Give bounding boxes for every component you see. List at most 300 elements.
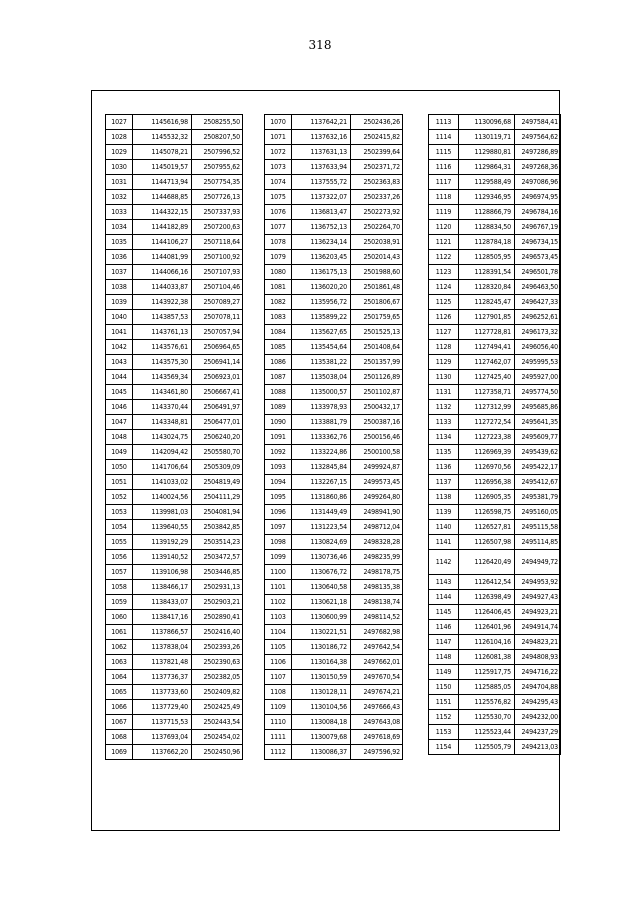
x-coordinate-cell: 1144106,27 — [133, 235, 192, 250]
x-coordinate-cell: 1136175,13 — [292, 265, 351, 280]
x-coordinate-cell: 1127272,54 — [459, 415, 515, 430]
point-number-cell: 1033 — [106, 205, 133, 220]
point-number-cell: 1136 — [429, 460, 459, 475]
y-coordinate-cell: 2504081,94 — [192, 505, 243, 520]
x-coordinate-cell: 1130600,99 — [292, 610, 351, 625]
y-coordinate-cell: 2505309,09 — [192, 460, 243, 475]
x-coordinate-cell: 1126081,38 — [459, 650, 515, 665]
table-row — [265, 625, 403, 640]
table-row — [265, 655, 403, 670]
table-row — [265, 415, 403, 430]
x-coordinate-cell: 1143348,81 — [133, 415, 192, 430]
x-coordinate-cell: 1139192,29 — [133, 535, 192, 550]
y-coordinate-cell: 2500100,58 — [351, 445, 403, 460]
y-coordinate-cell: 2507996,52 — [192, 145, 243, 160]
table-row — [265, 295, 403, 310]
x-coordinate-cell: 1135454,64 — [292, 340, 351, 355]
x-coordinate-cell: 1137729,40 — [133, 700, 192, 715]
x-coordinate-cell: 1129864,31 — [459, 160, 515, 175]
table-row — [429, 190, 561, 205]
table-row — [265, 205, 403, 220]
table-row — [429, 445, 561, 460]
point-number-cell: 1061 — [106, 625, 133, 640]
y-coordinate-cell: 2495927,00 — [515, 370, 561, 385]
table-row — [429, 590, 561, 605]
x-coordinate-cell: 1126956,38 — [459, 475, 515, 490]
point-number-cell: 1066 — [106, 700, 133, 715]
point-number-cell: 1045 — [106, 385, 133, 400]
point-number-cell: 1107 — [265, 670, 292, 685]
y-coordinate-cell: 2497618,69 — [351, 730, 403, 745]
x-coordinate-cell: 1126527,81 — [459, 520, 515, 535]
y-coordinate-cell: 2502363,83 — [351, 175, 403, 190]
table-row — [429, 725, 561, 740]
table-row — [429, 665, 561, 680]
y-coordinate-cell: 2494704,88 — [515, 680, 561, 695]
y-coordinate-cell: 2508255,50 — [192, 115, 243, 130]
point-number-cell: 1088 — [265, 385, 292, 400]
x-coordinate-cell: 1144713,94 — [133, 175, 192, 190]
y-coordinate-cell: 2497674,21 — [351, 685, 403, 700]
x-coordinate-cell: 1139981,03 — [133, 505, 192, 520]
table-row — [106, 610, 243, 625]
x-coordinate-cell: 1130736,46 — [292, 550, 351, 565]
y-coordinate-cell: 2507337,93 — [192, 205, 243, 220]
x-coordinate-cell: 1128866,79 — [459, 205, 515, 220]
y-coordinate-cell: 2506964,65 — [192, 340, 243, 355]
point-number-cell: 1129 — [429, 355, 459, 370]
point-number-cell: 1123 — [429, 265, 459, 280]
x-coordinate-cell: 1137662,20 — [133, 745, 192, 760]
y-coordinate-cell: 2501988,60 — [351, 265, 403, 280]
x-coordinate-cell: 1143461,80 — [133, 385, 192, 400]
point-number-cell: 1060 — [106, 610, 133, 625]
y-coordinate-cell: 2496463,50 — [515, 280, 561, 295]
table-row — [106, 310, 243, 325]
y-coordinate-cell: 2502273,92 — [351, 205, 403, 220]
point-number-cell: 1051 — [106, 475, 133, 490]
table-row — [106, 355, 243, 370]
point-number-cell: 1149 — [429, 665, 459, 680]
point-number-cell: 1065 — [106, 685, 133, 700]
table-row — [429, 145, 561, 160]
point-number-cell: 1096 — [265, 505, 292, 520]
point-number-cell: 1108 — [265, 685, 292, 700]
table-row — [429, 620, 561, 635]
y-coordinate-cell: 2502454,02 — [192, 730, 243, 745]
y-coordinate-cell: 2502443,54 — [192, 715, 243, 730]
x-coordinate-cell: 1144182,89 — [133, 220, 192, 235]
x-coordinate-cell: 1136234,14 — [292, 235, 351, 250]
table-row — [265, 160, 403, 175]
point-number-cell: 1050 — [106, 460, 133, 475]
table-row — [429, 505, 561, 520]
x-coordinate-cell: 1130119,71 — [459, 130, 515, 145]
table-row — [265, 535, 403, 550]
point-number-cell: 1142 — [429, 550, 459, 575]
table-row — [106, 115, 243, 130]
point-number-cell: 1077 — [265, 220, 292, 235]
table-row — [106, 175, 243, 190]
table-row — [429, 115, 561, 130]
x-coordinate-cell: 1131223,54 — [292, 520, 351, 535]
table-row — [429, 550, 561, 575]
x-coordinate-cell: 1139106,98 — [133, 565, 192, 580]
y-coordinate-cell: 2498712,04 — [351, 520, 403, 535]
table-row — [106, 490, 243, 505]
x-coordinate-cell: 1137633,94 — [292, 160, 351, 175]
table-row — [106, 325, 243, 340]
x-coordinate-cell: 1132845,84 — [292, 460, 351, 475]
y-coordinate-cell: 2500432,17 — [351, 400, 403, 415]
x-coordinate-cell: 1135899,22 — [292, 310, 351, 325]
table-row — [106, 220, 243, 235]
point-number-cell: 1072 — [265, 145, 292, 160]
x-coordinate-cell: 1130096,68 — [459, 115, 515, 130]
point-number-cell: 1058 — [106, 580, 133, 595]
y-coordinate-cell: 2494213,03 — [515, 740, 561, 755]
x-coordinate-cell: 1137736,37 — [133, 670, 192, 685]
y-coordinate-cell: 2496573,45 — [515, 250, 561, 265]
y-coordinate-cell: 2495381,79 — [515, 490, 561, 505]
point-number-cell: 1028 — [106, 130, 133, 145]
y-coordinate-cell: 2502371,72 — [351, 160, 403, 175]
y-coordinate-cell: 2503472,57 — [192, 550, 243, 565]
table-row — [106, 520, 243, 535]
x-coordinate-cell: 1128320,84 — [459, 280, 515, 295]
point-number-cell: 1119 — [429, 205, 459, 220]
point-number-cell: 1036 — [106, 250, 133, 265]
point-number-cell: 1105 — [265, 640, 292, 655]
x-coordinate-cell: 1130086,37 — [292, 745, 351, 760]
x-coordinate-cell: 1130084,18 — [292, 715, 351, 730]
y-coordinate-cell: 2502931,13 — [192, 580, 243, 595]
page-number: 318 — [308, 38, 332, 52]
point-number-cell: 1069 — [106, 745, 133, 760]
x-coordinate-cell: 1137555,72 — [292, 175, 351, 190]
x-coordinate-cell: 1127494,41 — [459, 340, 515, 355]
table-row — [429, 235, 561, 250]
x-coordinate-cell: 1145078,21 — [133, 145, 192, 160]
y-coordinate-cell: 2499924,87 — [351, 460, 403, 475]
table-row — [429, 250, 561, 265]
table-row — [265, 190, 403, 205]
y-coordinate-cell: 2497670,54 — [351, 670, 403, 685]
y-coordinate-cell: 2497662,01 — [351, 655, 403, 670]
y-coordinate-cell: 2506477,01 — [192, 415, 243, 430]
x-coordinate-cell: 1139140,52 — [133, 550, 192, 565]
table-row — [106, 190, 243, 205]
table-row — [429, 340, 561, 355]
x-coordinate-cell: 1137866,57 — [133, 625, 192, 640]
point-number-cell: 1071 — [265, 130, 292, 145]
table-row — [429, 160, 561, 175]
x-coordinate-cell: 1138466,17 — [133, 580, 192, 595]
table-row — [429, 370, 561, 385]
y-coordinate-cell: 2501126,89 — [351, 370, 403, 385]
table-row — [429, 310, 561, 325]
table-row — [106, 625, 243, 640]
table-row — [265, 130, 403, 145]
point-number-cell: 1046 — [106, 400, 133, 415]
x-coordinate-cell: 1130079,68 — [292, 730, 351, 745]
y-coordinate-cell: 2507107,93 — [192, 265, 243, 280]
table-row — [106, 640, 243, 655]
table-row — [429, 680, 561, 695]
point-number-cell: 1055 — [106, 535, 133, 550]
table-row — [106, 565, 243, 580]
table-row — [429, 575, 561, 590]
x-coordinate-cell: 1137322,07 — [292, 190, 351, 205]
table-row — [106, 685, 243, 700]
point-number-cell: 1118 — [429, 190, 459, 205]
x-coordinate-cell: 1144066,16 — [133, 265, 192, 280]
table-row — [265, 265, 403, 280]
y-coordinate-cell: 2498235,99 — [351, 550, 403, 565]
x-coordinate-cell: 1138417,16 — [133, 610, 192, 625]
table-row — [265, 145, 403, 160]
table-row — [265, 565, 403, 580]
table-row — [106, 280, 243, 295]
table-row — [106, 715, 243, 730]
point-number-cell: 1098 — [265, 535, 292, 550]
x-coordinate-cell: 1130186,72 — [292, 640, 351, 655]
point-number-cell: 1091 — [265, 430, 292, 445]
x-coordinate-cell: 1126507,98 — [459, 535, 515, 550]
x-coordinate-cell: 1129588,49 — [459, 175, 515, 190]
point-number-cell: 1153 — [429, 725, 459, 740]
table-row — [429, 220, 561, 235]
x-coordinate-cell: 1137693,04 — [133, 730, 192, 745]
point-number-cell: 1137 — [429, 475, 459, 490]
point-number-cell: 1031 — [106, 175, 133, 190]
table-row — [265, 175, 403, 190]
point-number-cell: 1030 — [106, 160, 133, 175]
x-coordinate-cell: 1130221,51 — [292, 625, 351, 640]
x-coordinate-cell: 1126420,49 — [459, 550, 515, 575]
x-coordinate-cell: 1137642,21 — [292, 115, 351, 130]
point-number-cell: 1147 — [429, 635, 459, 650]
x-coordinate-cell: 1130621,18 — [292, 595, 351, 610]
x-coordinate-cell: 1128784,18 — [459, 235, 515, 250]
y-coordinate-cell: 2506667,41 — [192, 385, 243, 400]
point-number-cell: 1073 — [265, 160, 292, 175]
y-coordinate-cell: 2500156,46 — [351, 430, 403, 445]
table-row — [265, 490, 403, 505]
y-coordinate-cell: 2501861,48 — [351, 280, 403, 295]
table-row — [265, 310, 403, 325]
point-number-cell: 1027 — [106, 115, 133, 130]
point-number-cell: 1095 — [265, 490, 292, 505]
y-coordinate-cell: 2495774,50 — [515, 385, 561, 400]
point-number-cell: 1029 — [106, 145, 133, 160]
point-number-cell: 1090 — [265, 415, 292, 430]
point-number-cell: 1097 — [265, 520, 292, 535]
point-number-cell: 1140 — [429, 520, 459, 535]
point-number-cell: 1040 — [106, 310, 133, 325]
table-row — [106, 430, 243, 445]
table-row — [106, 655, 243, 670]
y-coordinate-cell: 2498138,74 — [351, 595, 403, 610]
y-coordinate-cell: 2501806,67 — [351, 295, 403, 310]
x-coordinate-cell: 1128245,47 — [459, 295, 515, 310]
y-coordinate-cell: 2507057,94 — [192, 325, 243, 340]
table-row — [106, 475, 243, 490]
y-coordinate-cell: 2506941,14 — [192, 355, 243, 370]
point-number-cell: 1133 — [429, 415, 459, 430]
point-number-cell: 1109 — [265, 700, 292, 715]
y-coordinate-cell: 2501408,64 — [351, 340, 403, 355]
x-coordinate-cell: 1137733,60 — [133, 685, 192, 700]
coordinates-table-1 — [105, 114, 243, 760]
y-coordinate-cell: 2495609,77 — [515, 430, 561, 445]
x-coordinate-cell: 1136020,20 — [292, 280, 351, 295]
point-number-cell: 1114 — [429, 130, 459, 145]
point-number-cell: 1089 — [265, 400, 292, 415]
x-coordinate-cell: 1127728,81 — [459, 325, 515, 340]
x-coordinate-cell: 1135038,04 — [292, 370, 351, 385]
point-number-cell: 1139 — [429, 505, 459, 520]
table-row — [429, 460, 561, 475]
x-coordinate-cell: 1126905,35 — [459, 490, 515, 505]
y-coordinate-cell: 2508207,50 — [192, 130, 243, 145]
point-number-cell: 1152 — [429, 710, 459, 725]
y-coordinate-cell: 2507089,27 — [192, 295, 243, 310]
point-number-cell: 1132 — [429, 400, 459, 415]
x-coordinate-cell: 1143922,38 — [133, 295, 192, 310]
y-coordinate-cell: 2507955,62 — [192, 160, 243, 175]
table-row — [429, 650, 561, 665]
y-coordinate-cell: 2507078,11 — [192, 310, 243, 325]
y-coordinate-cell: 2495995,53 — [515, 355, 561, 370]
x-coordinate-cell: 1127462,07 — [459, 355, 515, 370]
x-coordinate-cell: 1125530,70 — [459, 710, 515, 725]
point-number-cell: 1044 — [106, 370, 133, 385]
y-coordinate-cell: 2494927,43 — [515, 590, 561, 605]
x-coordinate-cell: 1143857,53 — [133, 310, 192, 325]
point-number-cell: 1130 — [429, 370, 459, 385]
point-number-cell: 1048 — [106, 430, 133, 445]
y-coordinate-cell: 2497643,08 — [351, 715, 403, 730]
x-coordinate-cell: 1130164,38 — [292, 655, 351, 670]
table-row — [429, 695, 561, 710]
table-row — [106, 700, 243, 715]
x-coordinate-cell: 1131860,86 — [292, 490, 351, 505]
x-coordinate-cell: 1126401,96 — [459, 620, 515, 635]
point-number-cell: 1080 — [265, 265, 292, 280]
x-coordinate-cell: 1133978,93 — [292, 400, 351, 415]
x-coordinate-cell: 1143569,34 — [133, 370, 192, 385]
table-row — [265, 355, 403, 370]
x-coordinate-cell: 1129346,95 — [459, 190, 515, 205]
x-coordinate-cell: 1142094,42 — [133, 445, 192, 460]
y-coordinate-cell: 2498941,90 — [351, 505, 403, 520]
table-row — [429, 430, 561, 445]
x-coordinate-cell: 1127223,38 — [459, 430, 515, 445]
table-row — [106, 415, 243, 430]
point-number-cell: 1103 — [265, 610, 292, 625]
table-row — [265, 505, 403, 520]
point-number-cell: 1125 — [429, 295, 459, 310]
y-coordinate-cell: 2506240,20 — [192, 430, 243, 445]
coordinates-table-3 — [428, 114, 561, 755]
x-coordinate-cell: 1135381,22 — [292, 355, 351, 370]
y-coordinate-cell: 2507754,35 — [192, 175, 243, 190]
x-coordinate-cell: 1126970,56 — [459, 460, 515, 475]
table-row — [106, 595, 243, 610]
point-number-cell: 1059 — [106, 595, 133, 610]
table-row — [265, 670, 403, 685]
x-coordinate-cell: 1126406,45 — [459, 605, 515, 620]
y-coordinate-cell: 2503842,85 — [192, 520, 243, 535]
x-coordinate-cell: 1130104,56 — [292, 700, 351, 715]
point-number-cell: 1079 — [265, 250, 292, 265]
table-row — [106, 535, 243, 550]
x-coordinate-cell: 1130676,72 — [292, 565, 351, 580]
y-coordinate-cell: 2502903,21 — [192, 595, 243, 610]
y-coordinate-cell: 2502382,05 — [192, 670, 243, 685]
x-coordinate-cell: 1126104,16 — [459, 635, 515, 650]
table-row — [265, 370, 403, 385]
point-number-cell: 1122 — [429, 250, 459, 265]
x-coordinate-cell: 1128834,50 — [459, 220, 515, 235]
table-row — [265, 445, 403, 460]
x-coordinate-cell: 1137838,04 — [133, 640, 192, 655]
point-number-cell: 1085 — [265, 340, 292, 355]
y-coordinate-cell: 2499573,45 — [351, 475, 403, 490]
table-row — [429, 415, 561, 430]
table-row — [265, 115, 403, 130]
table-row — [429, 475, 561, 490]
table-row — [106, 730, 243, 745]
y-coordinate-cell: 2496427,33 — [515, 295, 561, 310]
table-row — [429, 490, 561, 505]
point-number-cell: 1138 — [429, 490, 459, 505]
x-coordinate-cell: 1135000,57 — [292, 385, 351, 400]
point-number-cell: 1116 — [429, 160, 459, 175]
x-coordinate-cell: 1140024,56 — [133, 490, 192, 505]
y-coordinate-cell: 2501357,99 — [351, 355, 403, 370]
table-row — [106, 745, 243, 760]
y-coordinate-cell: 2502014,43 — [351, 250, 403, 265]
table-row — [265, 730, 403, 745]
point-number-cell: 1146 — [429, 620, 459, 635]
point-number-cell: 1039 — [106, 295, 133, 310]
point-number-cell: 1052 — [106, 490, 133, 505]
y-coordinate-cell: 2497666,43 — [351, 700, 403, 715]
point-number-cell: 1131 — [429, 385, 459, 400]
point-number-cell: 1038 — [106, 280, 133, 295]
x-coordinate-cell: 1136813,47 — [292, 205, 351, 220]
table-row — [265, 385, 403, 400]
y-coordinate-cell: 2494716,22 — [515, 665, 561, 680]
y-coordinate-cell: 2502425,49 — [192, 700, 243, 715]
y-coordinate-cell: 2496784,16 — [515, 205, 561, 220]
y-coordinate-cell: 2502890,41 — [192, 610, 243, 625]
x-coordinate-cell: 1125523,44 — [459, 725, 515, 740]
table-row — [429, 175, 561, 190]
x-coordinate-cell: 1125917,75 — [459, 665, 515, 680]
point-number-cell: 1135 — [429, 445, 459, 460]
y-coordinate-cell: 2495685,86 — [515, 400, 561, 415]
x-coordinate-cell: 1127312,99 — [459, 400, 515, 415]
y-coordinate-cell: 2503446,85 — [192, 565, 243, 580]
y-coordinate-cell: 2505580,70 — [192, 445, 243, 460]
point-number-cell: 1151 — [429, 695, 459, 710]
y-coordinate-cell: 2495115,58 — [515, 520, 561, 535]
x-coordinate-cell: 1145532,32 — [133, 130, 192, 145]
table-row — [106, 160, 243, 175]
